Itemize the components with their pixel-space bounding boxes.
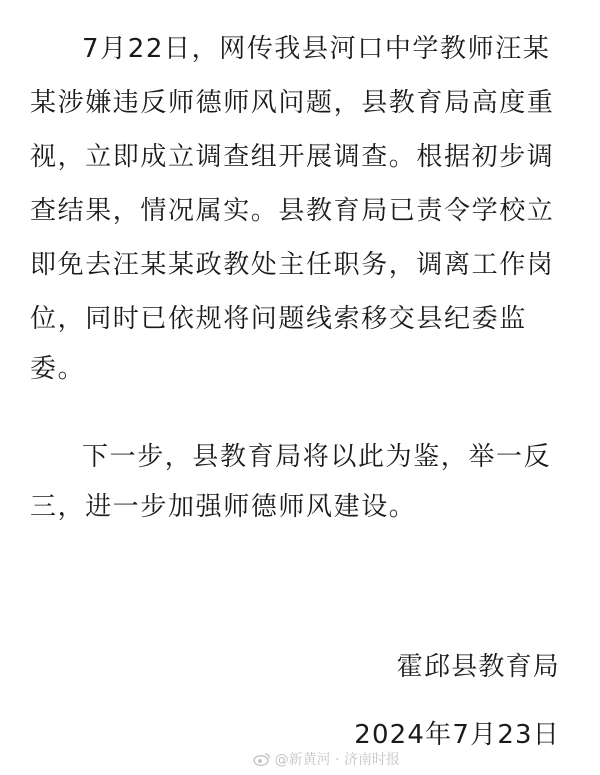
paragraph-1-line-2: 某涉嫌违反师德师风问题，县教育局高度重 [30, 88, 555, 118]
paragraph-2-line-2: 三，进一步加强师德师风建设。 [30, 492, 417, 522]
paragraph-1-line-7: 委。 [30, 354, 86, 384]
paragraph-1-line-3: 视，立即成立调查组开展调查。根据初步调 [30, 142, 555, 172]
watermark-text: @新黄河 · 济南时报 [274, 752, 400, 768]
paragraph-1-line-1: 7月22日，网传我县河口中学教师汪某 [82, 34, 551, 64]
weibo-icon [253, 752, 271, 766]
source-watermark [253, 749, 400, 769]
issuer-name: 霍邱县教育局 [396, 652, 560, 682]
issue-date: 2024年7月23日 [354, 720, 560, 750]
paragraph-2-line-1: 下一步，县教育局将以此为鉴，举一反 [82, 442, 552, 472]
paragraph-1-line-5: 即免去汪某某政教处主任职务，调离工作岗 [30, 250, 555, 280]
paragraph-1-line-6: 位，同时已依规将问题线索移交县纪委监 [30, 304, 527, 334]
paragraph-1-line-4: 查结果，情况属实。县教育局已责令学校立 [30, 196, 555, 226]
